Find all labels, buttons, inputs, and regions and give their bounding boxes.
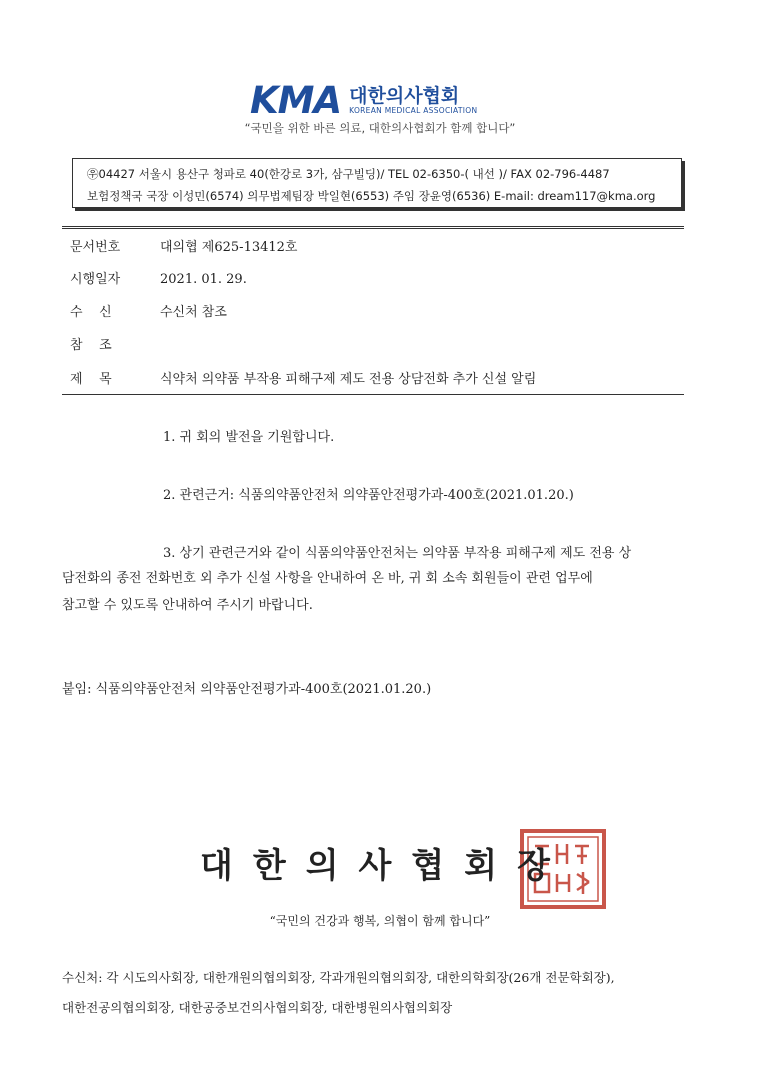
recipient-label: 수 신: [70, 305, 112, 320]
reference-label: 참 조: [70, 338, 112, 353]
date-label: 시행일자: [70, 272, 121, 287]
doc-number-label: 문서번호: [70, 240, 121, 255]
paragraph-1: 1. 귀 회의 발전을 기원합니다.: [163, 430, 335, 445]
attachment: 붙임: 식품의약품안전처 의약품안전평가과-400호(2021.01.20.): [62, 682, 432, 697]
subject-value: 식약처 의약품 부작용 피해구제 제도 전용 상담전화 추가 신설 알림: [160, 372, 537, 387]
header-divider: [62, 226, 684, 229]
logo-korean: 대한의사협회: [349, 84, 460, 107]
recipients-line-1: 수신처: 각 시도의사회장, 대한개원의협의회장, 각과개원의협의회장, 대한의학회장(26개 전문학회장),: [62, 970, 615, 985]
recipient-row: [70, 301, 227, 320]
recipients-line-2: 대한전공의협의회장, 대한공중보건의사협의회장, 대한병원의사협의회장: [62, 1000, 453, 1015]
date-value: 2021. 01. 29.: [160, 272, 247, 287]
logo-mark: KMA: [250, 79, 342, 122]
doc-number: 대의협 제625-13412호: [160, 240, 298, 255]
paragraph-3-line-2: 담전화의 종전 전화번호 외 추가 신설 사항을 안내하여 온 바, 귀 회 소속 회원들이 관련 업무에: [62, 571, 593, 586]
reference-row: [70, 334, 160, 353]
address-box: [72, 158, 682, 208]
subject-label: 제 목: [70, 372, 112, 387]
logo-english: KOREAN MEDICAL ASSOCIATION: [349, 106, 478, 116]
recipient-value: 수신처 참조: [160, 305, 227, 320]
subject-row: [70, 368, 536, 387]
kma-logo: [250, 79, 478, 122]
address-line: ㉾04427 서울시 용산구 청파로 40(한강로 3가, 삼구빌딩)/ TEL 02-6350-( 내선 )/ FAX 02-796-4487: [87, 167, 610, 181]
contact-line: 보험정책국 국장 이성민(6574) 의무법제팀장 박일현(6553) 주임 장윤영(6536) E-mail: dream117@kma.org: [87, 189, 656, 203]
header-slogan: “국민을 위한 바른 의료, 대한의사협회가 함께 합니다”: [244, 121, 516, 135]
paragraph-3-line-3: 참고할 수 있도록 안내하여 주시기 바랍니다.: [62, 598, 313, 613]
paragraph-3-line-1: 3. 상기 관련근거와 같이 식품의약품안전처는 의약품 부작용 피해구제 제도 전용 상: [163, 546, 632, 561]
subject-divider: [62, 394, 684, 395]
president-title: 대한의사협회장: [200, 846, 570, 886]
doc-number-row: [70, 236, 297, 255]
footer-slogan: “국민의 건강과 행복, 의협이 함께 합니다”: [269, 914, 491, 928]
logo-text: [349, 86, 477, 116]
date-row: [70, 268, 247, 287]
paragraph-2: 2. 관련근거: 식품의약품안전처 의약품안전평가과-400호(2021.01.20.): [163, 488, 574, 503]
